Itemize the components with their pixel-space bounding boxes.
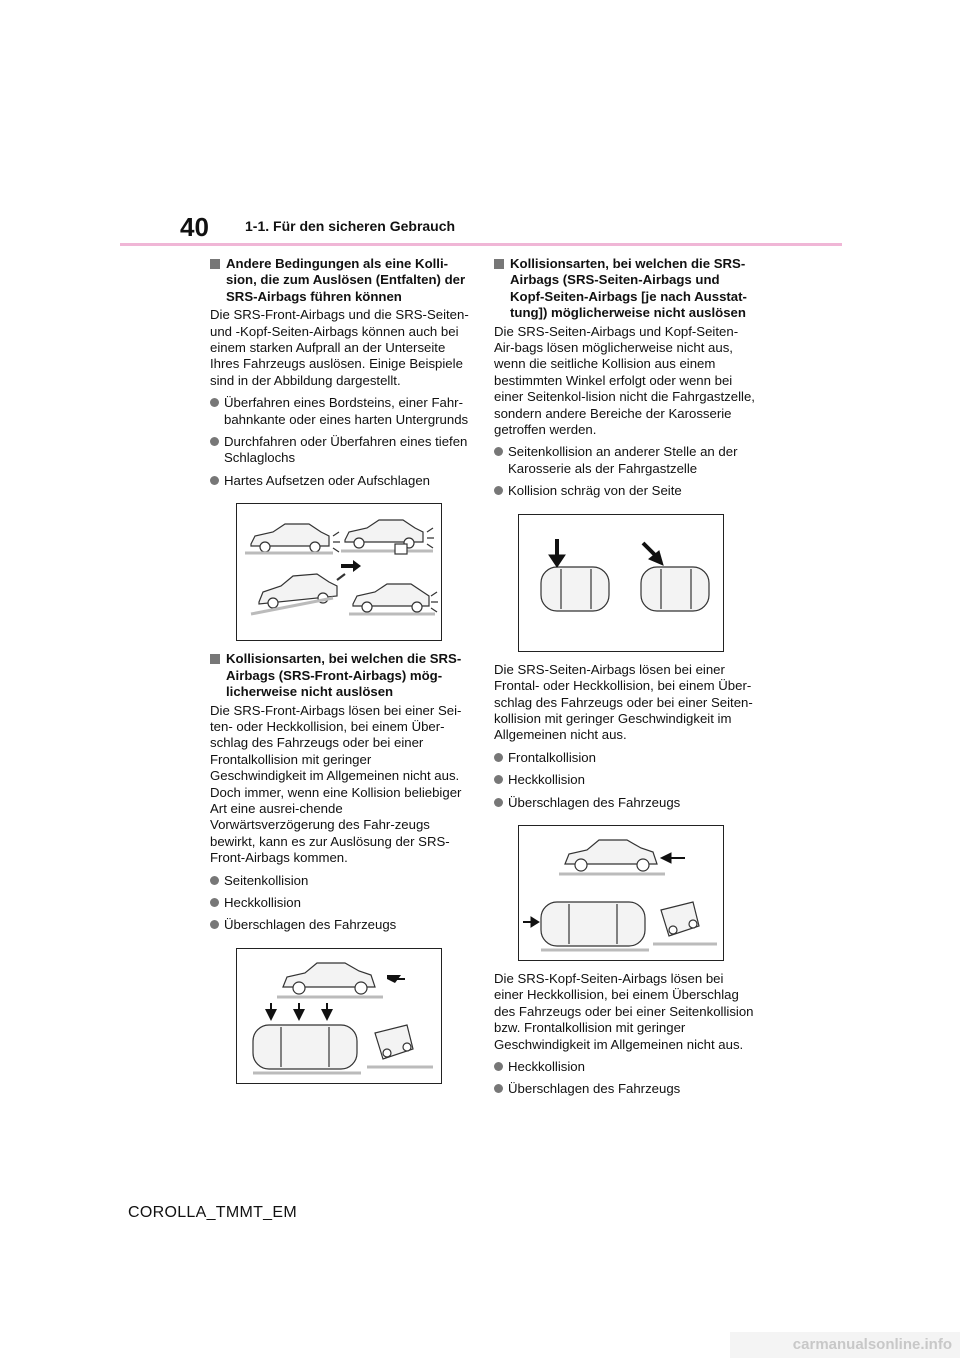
heading-other-conditions: Andere Bedingungen als eine Kolli-sion, die zum Auslösen (Entfalten) der SRS-Airbags führen können bbox=[210, 256, 470, 305]
list-item: Seitenkollision bbox=[210, 873, 470, 889]
round-bullet-icon bbox=[494, 753, 503, 762]
list-item: Heckkollision bbox=[494, 772, 756, 788]
heading-side-airbag-exceptions: Kollisionsarten, bei welchen die SRS-Airbags (SRS-Seiten-Airbags und Kopf-Seiten-Airbags [je nach Ausstat-tung]) möglicherweise nicht auslösen bbox=[494, 256, 756, 322]
list-item: Überschlagen des Fahrzeugs bbox=[494, 795, 756, 811]
watermark bbox=[730, 1332, 960, 1358]
paragraph: Die SRS-Front-Airbags lösen bei einer Sei-ten- oder Heckkollision, bei einem Über-schlag des Fahrzeugs oder bei einer Frontalkollision mit geringer Geschwindigkeit im Allgemeinen nicht aus. Doch immer, wenn eine Kollision beliebiger Art eine ausrei-chende Vorwärtsverzögerung des Fahr-zeugs bewirkt, kann es zur Auslösung der SRS-Front-Airbags kommen. bbox=[210, 702, 462, 866]
car-illustration-icon bbox=[237, 504, 441, 640]
round-bullet-icon bbox=[494, 798, 503, 807]
list-item: Kollision schräg von der Seite bbox=[494, 483, 756, 499]
front-airbag-exceptions-illustration bbox=[236, 948, 442, 1084]
paragraph: Die SRS-Kopf-Seiten-Airbags lösen bei einer Heckkollision, bei einem Überschlag des Fahrzeugs oder bei einer Seitenkollision bzw. Frontalkollision mit geringer Geschwindigkeit im Allgemeinen nicht aus. bbox=[494, 970, 754, 1052]
left-column bbox=[210, 256, 470, 1094]
list-item: Seitenkollision an anderer Stelle an der Karosserie als der Fahrgastzelle bbox=[494, 444, 756, 477]
right-column bbox=[494, 256, 756, 1104]
car-illustration-icon bbox=[519, 515, 723, 651]
round-bullet-icon bbox=[210, 876, 219, 885]
list-item: Heckkollision bbox=[494, 1059, 756, 1075]
square-bullet-icon bbox=[210, 654, 220, 664]
round-bullet-icon bbox=[494, 447, 503, 456]
list-item: Überschlagen des Fahrzeugs bbox=[210, 917, 470, 933]
round-bullet-icon bbox=[494, 486, 503, 495]
list-item: Überfahren eines Bordsteins, einer Fahr-bahnkante oder eines harten Untergrunds bbox=[210, 395, 470, 428]
round-bullet-icon bbox=[494, 1062, 503, 1071]
paragraph: Die SRS-Front-Airbags und die SRS-Seiten- und -Kopf-Seiten-Airbags können auch bei einem starken Aufprall an der Unterseite Ihres Fahrzeugs auslösen. Einige Beispiele sind in der Abbildung dargestellt. bbox=[210, 307, 469, 388]
round-bullet-icon bbox=[210, 898, 219, 907]
square-bullet-icon bbox=[494, 259, 504, 269]
header-rule bbox=[120, 243, 842, 246]
watermark-text: carmanualsonline.info bbox=[792, 1336, 952, 1353]
round-bullet-icon bbox=[210, 920, 219, 929]
square-bullet-icon bbox=[210, 259, 220, 269]
round-bullet-icon bbox=[210, 476, 219, 485]
document-code: COROLLA_TMMT_EM bbox=[128, 1204, 297, 1221]
round-bullet-icon bbox=[494, 1084, 503, 1093]
paragraph: Die SRS-Seiten-Airbags und Kopf-Seiten-Air-bags lösen möglicherweise nicht aus, wenn die seitliche Kollision aus einem bestimmten Winkel erfolgt oder wenn bei einer Seitenkol-lision nicht die Fahrgastzelle, sondern andere Bereiche der Karosserie getroffen werden. bbox=[494, 323, 755, 438]
side-collision-illustration bbox=[518, 514, 724, 652]
section-title: 1-1. Für den sicheren Gebrauch bbox=[245, 218, 456, 234]
list-item: Durchfahren oder Überfahren eines tiefen Schlaglochs bbox=[210, 434, 470, 467]
round-bullet-icon bbox=[494, 775, 503, 784]
car-illustration-icon bbox=[237, 949, 441, 1083]
heading-front-airbag-exceptions: Kollisionsarten, bei welchen die SRS-Airbags (SRS-Front-Airbags) mög-licherweise nicht auslösen bbox=[210, 651, 470, 700]
round-bullet-icon bbox=[210, 437, 219, 446]
round-bullet-icon bbox=[210, 398, 219, 407]
page-number: 40 bbox=[180, 212, 209, 242]
car-illustration-icon bbox=[519, 826, 723, 960]
list-item: Hartes Aufsetzen oder Aufschlagen bbox=[210, 473, 470, 489]
paragraph: Die SRS-Seiten-Airbags lösen bei einer Frontal- oder Heckkollision, bei einem Über-schlag des Fahrzeugs oder bei einer Seiten-kollision mit geringer Geschwindigkeit im Allgemeinen nicht aus. bbox=[494, 661, 753, 743]
underbody-impact-illustration bbox=[236, 503, 442, 641]
list-item: Überschlagen des Fahrzeugs bbox=[494, 1081, 756, 1097]
side-airbag-exceptions-illustration bbox=[518, 825, 724, 961]
list-item: Heckkollision bbox=[210, 895, 470, 911]
list-item: Frontalkollision bbox=[494, 750, 756, 766]
